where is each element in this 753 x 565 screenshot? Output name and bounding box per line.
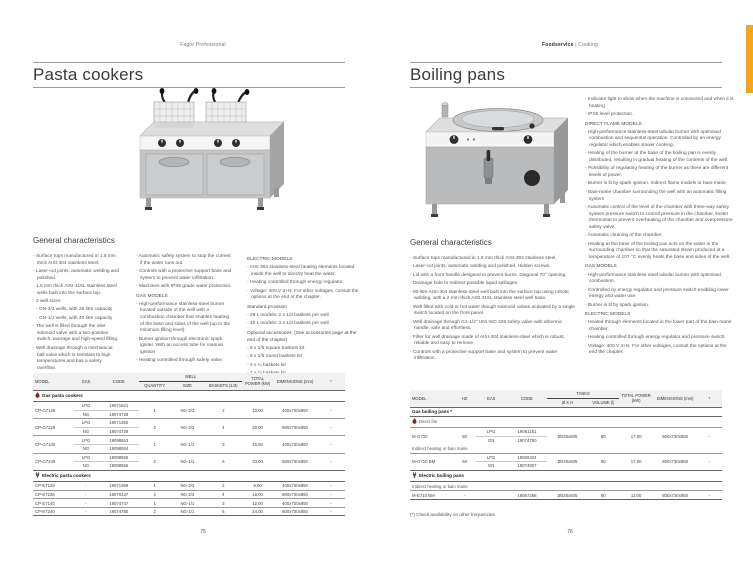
cell-gas-type: NG [74,444,99,453]
characteristic-item: - Surface tops manufactured in 1.5 mm thick AISI-304 stainless steel. [410,256,578,263]
cell-power: 20,00 [242,419,273,436]
cell-baskets: 4 [205,419,242,436]
cell-code: 19098556 [99,462,140,471]
plug-icon [35,472,40,479]
running-header-left: Fagor Professional [180,42,226,48]
characteristic-item: - Automatic control of the level of the chamber with three-way safety system pressure switch to control pressure in the chamber, limiter thermostat to prevent overheating of the chamber and overpressure safety valve. [585,205,735,231]
cell-code: 19098555 [99,453,140,462]
cell-dims: 400x730x850 [273,482,317,491]
flame-icon [412,418,417,425]
characteristics-column-left [410,256,578,365]
cell-code: 19098553 [99,436,140,445]
cell-note: - [317,507,345,516]
cell-gas-type: - [74,499,99,508]
table-row [33,499,345,508]
cell-model: CP-G7126 [33,401,74,418]
cell-dims: 800x730x850 [273,419,317,436]
col-header-well: WELL [139,373,242,381]
col-header-dimensions: DIMENSIONS (mm) [273,373,317,390]
cell-power: 10,00 [242,401,273,418]
section-label: Indirect heating or bain marie [410,444,722,453]
cell-note: - [317,419,345,436]
characteristic-item: - Voltage: 400 V 3+N. For other voltages, consult the options at the end of the chapter. [247,289,361,302]
running-header-right [405,42,735,48]
characteristic-item: - Filter for well drainage made of AISI-304 stainless-steel which is robust, reliable and easy to remove. [410,335,578,348]
cell-hz: 50 [454,428,476,445]
col-header-quantity: QUANTITY [139,381,170,390]
cell-code: 19071360 [99,419,140,428]
characteristic-item: - Bain-marie chamber surrounding the well with an automatic filling system [585,190,735,203]
pasta-cooker-image [110,88,300,212]
cell-power: 12,00 [242,499,273,508]
characteristic-item: - Heating controlled through safety valve. [136,358,233,365]
cell-dims: 800x730x850 [273,507,317,516]
cell-baskets: 6 [205,507,242,516]
characteristic-item: - The well is filled through the inlet solenoid valve with a two-position switch: average and high-speed filling. [33,324,119,344]
col-header-power: TOTAL POWER (kW) [242,373,273,390]
characteristic-item: - High-performance stainless-steel burner located outside of the well with a combustion chamber that enables heating of the base and sides of the well (up to the minimum filling level) [136,302,233,335]
section-label: Gas boiling pans * [410,407,722,416]
cell-size: NG-1/1 [170,453,204,470]
characteristic-item: - High-performance stainless-steel tubular burner with optimised combustion. [585,273,735,286]
cell-note: - [317,453,345,470]
characteristic-item: - Automatic safety system to stop the current if the water runs out. [136,254,233,267]
characteristic-item: - IPX5 level protection. [585,112,735,119]
characteristic-item: - Voltage: 400 V 3+N. For other voltages, consult the options at the end the chapter. [585,344,735,357]
cell-dims: 400x730x850 [273,401,317,418]
col-header-power: TOTAL POWER (kW) [619,390,653,407]
col-header-code: CODE [99,373,140,390]
cell-baskets: 2 [205,401,242,418]
characteristic-item: - Heating at the base of the boiling pan acts on the water in the surrounding chamber so that the saturated steam produced at a temperature of 107 °C evenly heats the base and sides of the well. [585,242,735,262]
characteristic-item: - Well filled with cold or hot water though solenoid valves activated by a single switch located on the front panel. [410,305,578,318]
pasta-cookers-spec-table [33,373,345,516]
section-label: Indirect heating or bain marie [410,482,722,491]
cell-size: NG-1/1 [170,507,204,516]
characteristic-item: - 1.5 mm thick AISI-316L stainless steel wells built into the surface top. [33,284,119,297]
characteristics-subheading: ELECTRIC MODELS [247,257,293,262]
characteristic-item: - Laser-cut joints, automatic welding and polished. Hidden screws. [410,264,578,271]
cell-volume: 80 [588,491,619,500]
cell-size: NG-2/3 [170,490,204,499]
cell-gas-type: LPG [74,436,99,445]
cell-dxh: Ø430x605 [547,491,588,500]
characteristics-subheading: ELECTRIC MODELS [585,312,631,318]
cell-dims: 800x730x850 [273,490,317,499]
cell-power: 11,00 [619,491,653,500]
characteristic-item: - Surface tops manufactured in 1.5 mm thick AISI-304 stainless steel. [33,254,119,267]
cell-gas-type: NG [74,462,99,471]
col-header-volume: VOLUME (l) [588,398,619,407]
table-section-header [410,470,722,481]
cell-note: - [317,436,345,453]
running-header-section: Foodservice [541,42,574,48]
cell-dxh: Ø430x605 [547,453,588,470]
section-label: Direct fire [410,416,722,427]
cell-power: 18,00 [242,490,273,499]
general-characteristics-title: General characteristics [410,238,492,247]
cell-code: 19098554 [99,444,140,453]
cell-code: 19074780 [99,507,140,516]
table-subsection-header [410,444,722,453]
cell-gas-type: NG [74,427,99,436]
table-row [33,453,345,462]
cell-gas-type: LPG [74,419,99,428]
cell-hz: 50 [454,453,476,470]
cell-model: M-G710 [410,428,454,445]
cell-model: CP-G7240 [33,453,74,470]
characteristic-item: - AISI 304 stainless-steel heating elements located inside the well to directly heat the water. [247,265,361,278]
characteristic-item: - Possibility of regulating heating of the burner as there are different levels of power. [585,166,735,179]
cell-quantity: 1 [139,401,170,418]
table-subsection-header [410,416,722,427]
characteristics-subheading: Optional accessories: (See accessories page at the end of the chapter) [247,331,357,343]
characteristic-item: - Lid with a front handle designed to prevent burns. Diagonal 70° opening. [410,273,578,280]
cell-model: M-G710 BM [410,453,454,470]
cell-code: 19067268 [507,491,548,500]
cell-dims: 400x730x850 [273,436,317,453]
catalog-page-left [28,30,378,545]
cell-power: 17,00 [619,428,653,445]
col-header-dimensions: DIMENSIONS (mm) [653,390,697,407]
cell-volume: 80 [588,453,619,470]
cell-code: 19071369 [99,482,140,491]
cell-baskets: 4 [205,490,242,499]
cell-gas-type [476,491,507,500]
table-section-header [410,407,722,416]
title-rule-top [33,62,345,63]
cell-power: 9,00 [242,482,273,491]
cell-baskets: 2 [205,482,242,491]
col-header-model: MODEL [410,390,454,407]
characteristics-column-right [585,97,735,359]
characteristic-item: - Burner ignition through electronic spark igniter. With an access tube for manual ignition [136,337,233,357]
characteristics-column-3 [247,254,361,380]
cell-code: 19074729 [99,427,140,436]
characteristic-item: - Controls with a protective support base and system to prevent water infiltration. [410,350,578,363]
table-row [33,436,345,445]
cell-quantity: 2 [139,490,170,499]
table-row [33,507,345,516]
cell-model: CP-E7126 [33,482,74,491]
cell-dims: 800x730x850 [653,428,697,445]
cell-code: 19061151 [507,428,548,437]
cell-code: 19074807 [507,462,548,471]
characteristic-item: - Indicator light to show when the machine is connected and when it is heating. [585,97,735,110]
table-row [33,490,345,499]
cell-quantity: 2 [139,507,170,516]
table-row [33,401,345,410]
col-header-hz: HZ [454,390,476,407]
cell-gas-type: LPG [476,428,507,437]
cell-note: - [697,428,722,445]
plug-icon [412,472,417,479]
characteristic-item: - 6 x 1/6 square baskets kit [247,346,361,353]
cell-note: - [697,453,722,470]
characteristic-item: - GN-1/1 wells, with 40 litre capacity [36,316,119,323]
cell-model: CP-E7226 [33,490,74,499]
characteristic-item: - 6 x 1/6 round baskets kit [247,354,361,361]
general-characteristics-title: General characteristics [33,236,115,245]
cell-model: CP-G7226 [33,419,74,436]
page-title-boiling-pans: Boiling pans [410,65,506,84]
characteristic-item: - 26 L models: 2 x 1/3 baskets per well [247,313,361,320]
cell-code: 19074728 [99,410,140,419]
chapter-index-tab [746,25,753,93]
cell-power: 24,00 [242,507,273,516]
table-row [33,482,345,491]
characteristics-column-2 [136,254,233,367]
characteristic-item: - Laser-cut joints, automatic welding and polished. [33,269,119,282]
cell-gas-type: GN [476,436,507,444]
characteristic-item: - Machines with IPX5 grade water protection. [136,284,233,291]
cell-baskets: 6 [205,453,242,470]
characteristics-subheading: GAS MODELS [136,293,168,299]
cell-code: 19074790 [507,436,548,444]
cell-model: CP-E7140 [33,499,74,508]
characteristic-item: - Heating of the burner at the base of the boiling pan is evenly distributed, resulting in gradual heating of the contents of the well. [585,151,735,164]
cell-model: CP-G7140 [33,436,74,453]
cell-dims: 800x730x850 [653,491,697,500]
cell-power: 17,00 [619,453,653,470]
table-row [33,419,345,428]
characteristics-subheading: DIRECT FLAME MODELS [585,121,642,127]
cell-gas-type: - [74,507,99,516]
cell-gas-type: LPG [74,453,99,462]
cell-model: CP-E7240 [33,507,74,516]
characteristic-item: - Heating controlled through energy regulator and pressure switch. [585,335,735,342]
cell-note: - [697,491,722,500]
cell-gas-type: NG [74,410,99,419]
characteristic-item: - Heated through elements located in the lower part of the bain-marie chamber. [585,320,735,333]
characteristic-item: - GN-2/3 wells, with 26 litre capacity [36,307,119,314]
col-header-note: * [697,390,722,407]
cell-quantity: 1 [139,436,170,453]
cell-dxh: Ø430x605 [547,428,588,445]
cell-baskets: 3 [205,499,242,508]
cell-dims: 800x730x850 [653,453,697,470]
characteristic-item: - 80-litre AISI-304 stainless-steel well built into the surface top using robotic welding, with a 2 mm-thick AISI 316L stainless steel well base. [410,290,578,303]
cell-power: 16,50 [242,436,273,453]
characteristics-subheading: GAS MODELS [585,264,617,270]
characteristic-item: - Well drainage through a mechanical ball valve which is resistant to high temperatures and has a safety overflow. [33,346,119,372]
cell-code: 19074747 [99,499,140,508]
characteristic-item: - Burner is lit by spark ignition. [585,303,735,310]
table-section-header [33,390,345,401]
cell-gas-type: - [74,490,99,499]
cell-gas-type: LPG [74,401,99,410]
cell-model: M-E710 BM [410,491,454,500]
table-row [410,491,722,500]
cell-dims: 800x730x850 [273,453,317,470]
cell-gas-type: LPG [476,453,507,462]
col-header-code: CODE [507,390,548,407]
cell-note: - [317,490,345,499]
table-subsection-header [410,482,722,491]
cell-size: NG-1/1 [170,499,204,508]
characteristic-item: - 4 x ¼ baskets kit [247,363,361,370]
table-section-header [33,470,345,481]
cell-baskets: 3 [205,436,242,453]
characteristic-item: - Automatic cleaning of the chamber. [585,233,735,240]
cell-note: - [317,401,345,418]
section-label: Electric boiling pans [410,470,722,481]
characteristic-item: - Heating controlled through energy regulator. [247,280,361,287]
table-footnote: (*) Check availability on other frequencies. [410,512,497,517]
section-label: Gas pasta cookers [33,390,345,401]
col-header-size: SIZE [170,381,204,390]
col-header-diameter-height: Ø X H [547,398,588,407]
cell-size: NG-1/1 [170,436,204,453]
cell-quantity: 1 [139,482,170,491]
table-row [410,428,722,437]
running-header-chapter: | Cooking [573,42,599,48]
table-header [410,390,722,407]
cell-quantity: 1 [139,499,170,508]
characteristic-item: - Controlled by energy regulator and pressure switch enabling lower energy and water use. [585,288,735,301]
cell-quantity: 2 [139,453,170,470]
flame-icon [35,392,40,399]
table-header [33,373,345,390]
title-rule-top [410,62,722,63]
cell-size: NG-2/3 [170,419,204,436]
cell-volume: 80 [588,428,619,445]
cell-note: - [317,499,345,508]
characteristic-item: - Controls with a protective support base and system to prevent water infiltration. [136,269,233,282]
cell-note: - [317,482,345,491]
cell-code: 19066324 [507,453,548,462]
characteristic-item: - 40 L models: 3 x 1/3 baskets per well [247,321,361,328]
characteristic-item: - 2 well sizes [33,299,119,306]
section-label: Electric pasta cookers [33,470,345,481]
cell-hz: - [454,491,476,500]
characteristic-item: - Drainage hole to redirect possible liquid spillages. [410,281,578,288]
cell-gas-type: GN [476,462,507,471]
catalog-page-right [405,30,735,545]
col-header-model: MODEL [33,373,74,390]
characteristic-item: - Well drainage through G1-1/2" UNI ISO 228 safety valve with athermic handle, safe and effortless. [410,320,578,333]
boiling-pan-image [412,92,578,222]
cell-code: 19070437 [99,490,140,499]
cell-gas-type: - [74,482,99,491]
col-header-tanks: TANKS [547,390,619,398]
col-header-baskets: BASKETS (1/3) [205,381,242,390]
title-rule-bottom [410,87,722,88]
cell-code: 19071621 [99,401,140,410]
characteristics-subheading: Standard provision [247,304,287,310]
page-title-pasta-cookers: Pasta cookers [33,65,144,84]
table-row [410,453,722,462]
cell-size: NG-2/3 [170,482,204,491]
characteristics-column-1 [33,254,119,374]
characteristic-item: - Burner is lit by spark ignition. Indirect flame models or bain-marie [585,181,735,188]
col-header-gas: GAS [74,373,99,390]
col-header-note: * [317,373,345,390]
boiling-pans-spec-table [410,390,722,500]
cell-dims: 400x730x850 [273,499,317,508]
cell-quantity: 2 [139,419,170,436]
characteristic-item: - High-performance stainless-steel tubular burner with optimised combustion and sequential operation. Controlled by an energy regulator which enables slower cooking. [585,130,735,150]
col-header-gas: GAS [476,390,507,407]
page-number-right: 76 [567,529,573,535]
cell-power: 33,00 [242,453,273,470]
page-number-left: 75 [200,529,206,535]
cell-size: NG-2/3 [170,401,204,418]
